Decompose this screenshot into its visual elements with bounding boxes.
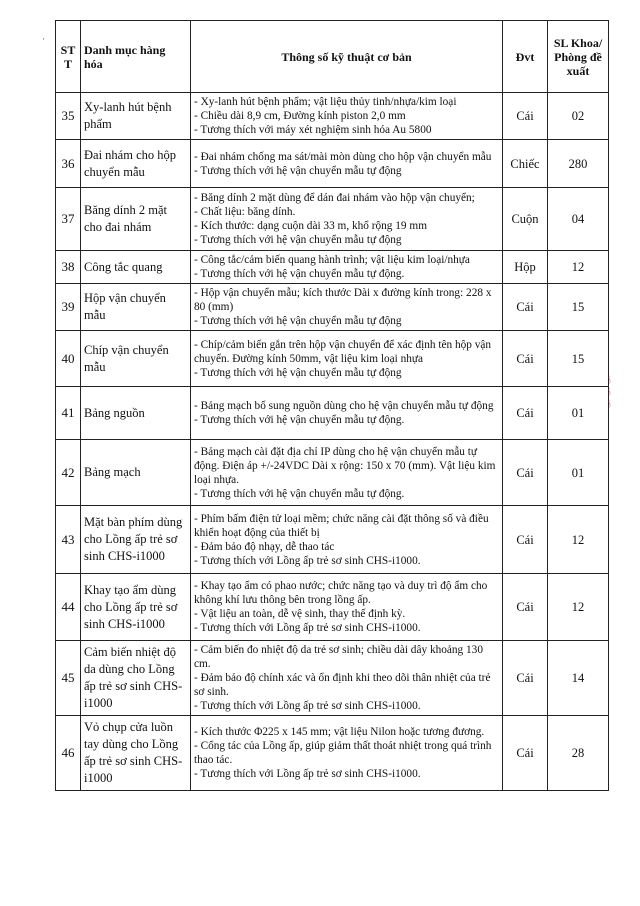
spec-line: - Tương thích với hệ vận chuyển mẫu tự động. [194,414,405,426]
row-item-name: Đai nhám cho hộp chuyển mẫu [81,140,191,188]
table-row [56,716,609,791]
spec-line: - Chíp/cảm biến gắn trên hộp vận chuyển để xác định tên hộp vận chuyển. Đường kính 50mm, vật liệu kim loại nhựa [194,338,492,365]
row-stt: 37 [56,188,81,251]
row-spec [191,506,503,574]
header-stt: ST T [56,21,81,93]
row-qty: 280 [548,140,609,188]
row-spec [191,140,503,188]
row-qty: 01 [548,440,609,506]
spec-line: - Tương thích với Lồng ấp trẻ sơ sinh CHS-i1000. [194,554,421,567]
row-item-name: Hộp vận chuyển mẫu [81,284,191,331]
row-spec [191,284,503,331]
spec-line: - Bảng mạch cài đặt địa chỉ IP dùng cho hệ vận chuyển mẫu tự động. Điện áp +/-24VDC Dài x rộng: 150 x 70 (mm). Vật liệu kim loại nhựa. [194,445,496,486]
row-qty: 01 [548,387,609,440]
row-stt: 41 [56,387,81,440]
row-unit: Hộp [503,251,548,284]
row-unit: Cái [503,331,548,387]
spec-line: - Cổng tác của Lồng ấp, giúp giảm thất thoát nhiệt trong quá trình thao tác. [194,740,492,766]
spec-line: - Công tắc/cảm biến quang hành trình; vật liệu kim loại/nhựa [194,254,470,266]
spec-line: - Tương thích với Lồng ấp trẻ sơ sinh CHS-i1000. [194,768,421,780]
table-row [56,331,609,387]
table-row [56,574,609,641]
spec-line: - Bảng mạch bổ sung nguồn dùng cho hệ vận chuyển mẫu tự động [194,400,494,412]
table-row [56,93,609,140]
table-row [56,387,609,440]
row-spec [191,716,503,791]
row-item-name: Khay tạo ẩm dùng cho Lồng ấp trẻ sơ sinh CHS-i1000 [81,574,191,641]
table-header-row [56,21,609,93]
row-stt: 43 [56,506,81,574]
spec-line: - Tương thích với hệ vận chuyển mẫu tự động. [194,268,405,280]
row-qty: 15 [548,331,609,387]
page-mark: · [42,34,45,44]
row-qty: 02 [548,93,609,140]
row-qty: 04 [548,188,609,251]
row-item-name: Băng dính 2 mặt cho đai nhám [81,188,191,251]
table-row [56,251,609,284]
spec-line: - Chiều dài 8,9 cm, Đường kính piston 2,0 mm [194,110,406,122]
row-spec [191,387,503,440]
row-stt: 42 [56,440,81,506]
row-spec [191,251,503,284]
table-row [56,440,609,506]
spec-line: - Vật liệu an toàn, dễ vệ sinh, thay thế định kỳ. [194,608,406,620]
spec-line: - Tương thích với hệ vận chuyển mẫu tự động [194,164,402,177]
table-row [56,506,609,574]
header-spec: Thông số kỹ thuật cơ bản [191,21,503,93]
row-stt: 44 [56,574,81,641]
row-stt: 40 [56,331,81,387]
document-page [55,20,608,791]
spec-line: - Khay tạo ẩm có phao nước; chức năng tạo và duy trì độ ẩm cho không khí lưu thông bên trong lồng ấp. [194,580,488,606]
row-item-name: Công tắc quang [81,251,191,284]
row-spec [191,331,503,387]
spec-line: - Đảm bảo độ chính xác và ổn định khi theo dõi thân nhiệt của trẻ sơ sinh. [194,672,491,698]
row-unit: Cái [503,716,548,791]
spec-line: - Băng dính 2 mặt dùng để dán đai nhám vào hộp vận chuyển; [194,192,475,204]
goods-table [55,20,609,791]
row-stt: 38 [56,251,81,284]
row-spec [191,188,503,251]
row-item-name: Mặt bàn phím dùng cho Lồng ấp trẻ sơ sinh CHS-i1000 [81,506,191,574]
header-qty: SL Khoa/ Phòng đề xuất [548,21,609,93]
row-spec [191,93,503,140]
row-item-name: Bảng nguồn [81,387,191,440]
table-body [56,93,609,791]
spec-line: - Tương thích với máy xét nghiệm sinh hóa Au 5800 [194,124,432,136]
spec-line: - Hộp vận chuyển mẫu; kích thước Dài x đường kính trong: 228 x 80 (mm) [194,287,492,313]
row-qty: 15 [548,284,609,331]
table-row [56,188,609,251]
spec-line: - Phím bấm điện tử loại mềm; chức năng cài đặt thông số và điều khiển hoạt động của thiết bị [194,512,489,539]
row-item-name: Xy-lanh hút bệnh phẩm [81,93,191,140]
row-unit: Cái [503,440,548,506]
row-stt: 35 [56,93,81,140]
spec-line: - Chất liệu: băng dính. [194,206,296,218]
header-name: Danh mục hàng hóa [81,21,191,93]
row-unit: Chiếc [503,140,548,188]
spec-line: - Đảm bảo độ nhạy, dễ thao tác [194,540,335,553]
row-spec [191,574,503,641]
row-item-name: Chíp vận chuyển mẫu [81,331,191,387]
spec-line: - Tương thích với hệ vận chuyển mẫu tự động [194,366,402,379]
table-row [56,641,609,716]
row-spec [191,641,503,716]
row-unit: Cái [503,387,548,440]
row-item-name: Bảng mạch [81,440,191,506]
row-item-name: Vỏ chụp cửa luồn tay dùng cho Lồng ấp trẻ sơ sinh CHS-i1000 [81,716,191,791]
spec-line: - Tương thích với Lồng ấp trẻ sơ sinh CHS-i1000. [194,700,421,712]
row-stt: 46 [56,716,81,791]
spec-line: - Tương thích với hệ vận chuyển mẫu tự động. [194,487,405,500]
row-unit: Cái [503,641,548,716]
spec-line: - Cảm biến đo nhiệt độ da trẻ sơ sinh; chiều dài dây khoảng 130 cm. [194,644,483,670]
spec-line: - Kích thước Φ225 x 145 mm; vật liệu Nilon hoặc tương đương. [194,726,485,738]
row-qty: 28 [548,716,609,791]
row-stt: 45 [56,641,81,716]
table-row [56,284,609,331]
row-stt: 39 [56,284,81,331]
row-spec [191,440,503,506]
row-unit: Cái [503,506,548,574]
row-unit: Cuộn [503,188,548,251]
spec-line: - Kích thước: dạng cuộn dài 33 m, khổ rộng 19 mm [194,220,427,232]
table-row [56,140,609,188]
row-unit: Cái [503,574,548,641]
row-qty: 12 [548,574,609,641]
header-unit: Đvt [503,21,548,93]
row-item-name: Cảm biến nhiệt độ da dùng cho Lồng ấp trẻ sơ sinh CHS-i1000 [81,641,191,716]
spec-line: - Tương thích với hệ vận chuyển mẫu tự động [194,315,402,327]
handwritten-margin-note: 〜〜〜 [603,375,613,411]
spec-line: - Đai nhám chống ma sát/mài mòn dùng cho hộp vận chuyển mẫu [194,150,492,163]
row-stt: 36 [56,140,81,188]
spec-line: - Tương thích với hệ vận chuyển mẫu tự động [194,234,402,246]
row-qty: 12 [548,506,609,574]
row-qty: 12 [548,251,609,284]
spec-line: - Xy-lanh hút bệnh phẩm; vật liệu thủy tinh/nhựa/kim loại [194,96,457,108]
row-unit: Cái [503,284,548,331]
row-qty: 14 [548,641,609,716]
row-unit: Cái [503,93,548,140]
spec-line: - Tương thích với Lồng ấp trẻ sơ sinh CHS-i1000. [194,622,421,634]
